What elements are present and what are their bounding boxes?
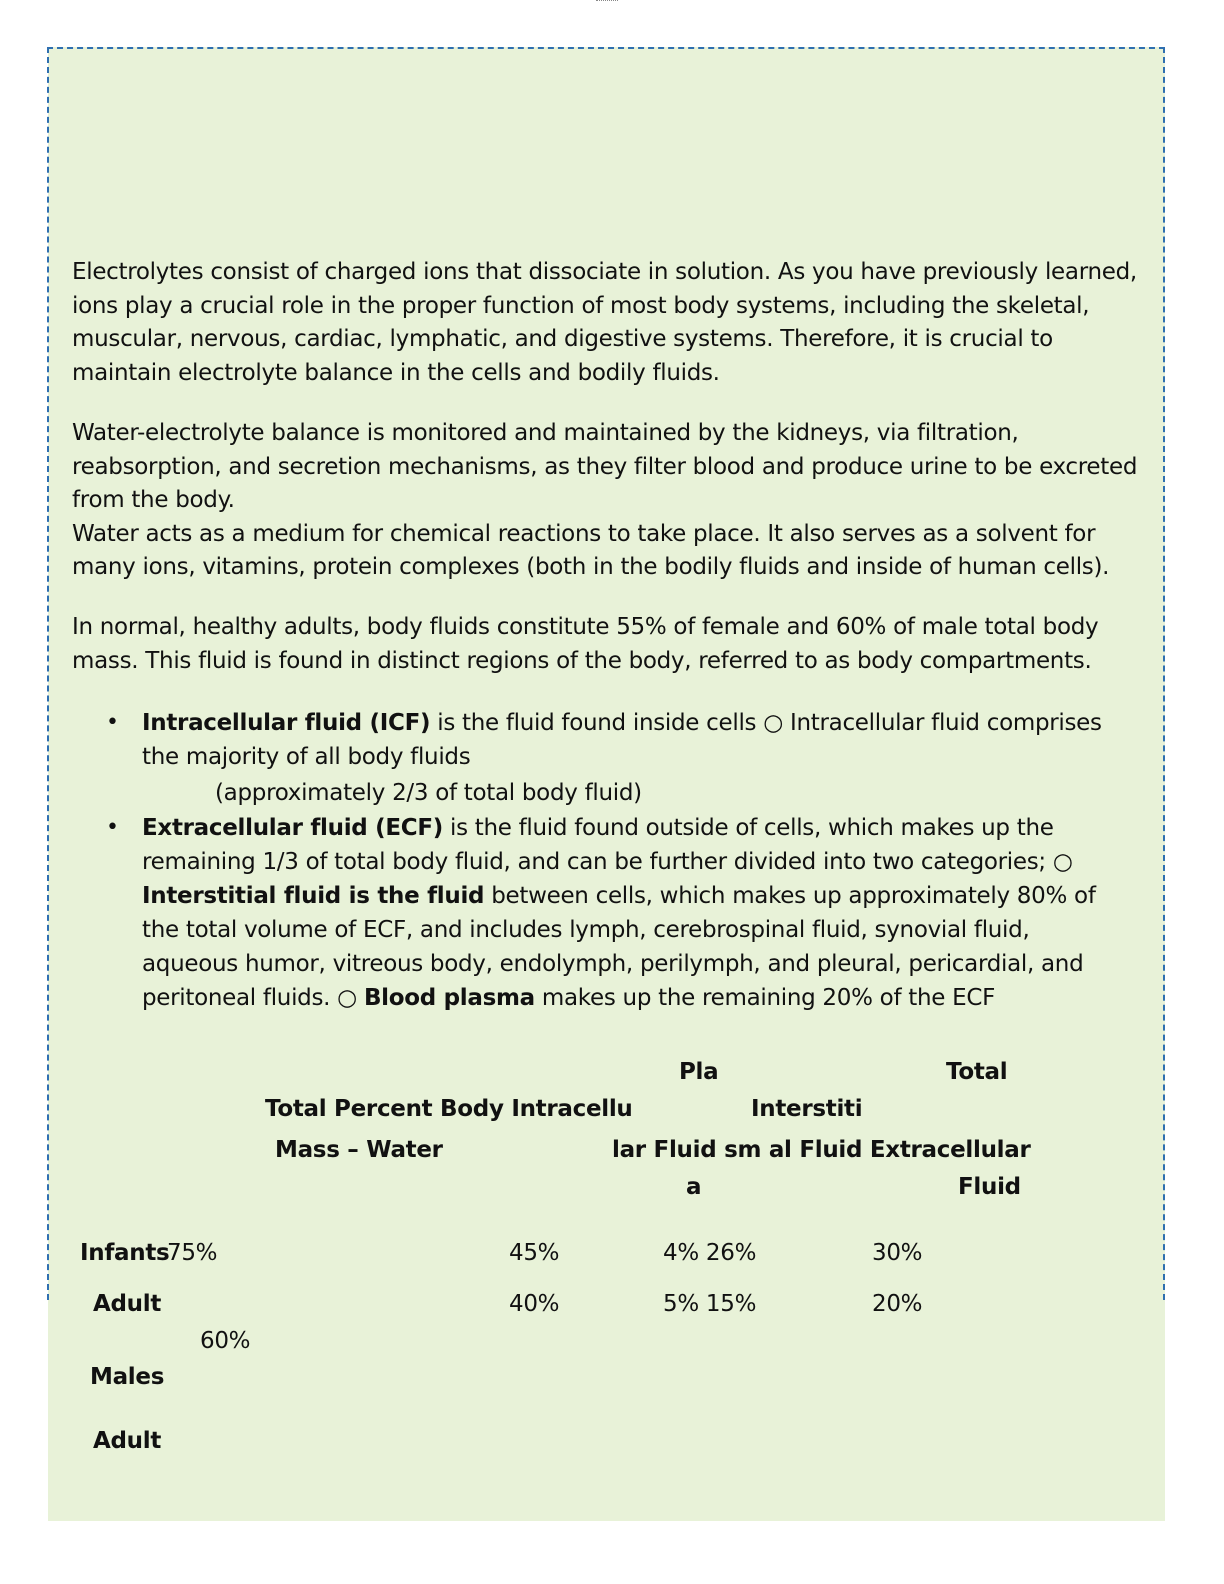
icf-indent-note: (approximately 2/3 of total body fluid) <box>215 780 642 806</box>
paragraph-water-medium-text: Water acts as a medium for chemical reactions to take place. It also serves as a solvent for many ions, vitamins, protein complexes (both in the bodily fluids and inside of human cells). <box>72 520 1110 580</box>
header-a: a <box>686 1174 702 1200</box>
icf-term: Intracellular fluid (ICF) <box>142 710 431 736</box>
header-fluid: Fluid <box>958 1174 1021 1200</box>
header-mass-water: Mass – Water <box>275 1137 443 1163</box>
header-total: Total <box>946 1059 1008 1085</box>
header-row3: lar Fluid sm al Fluid Extracellular <box>612 1137 1031 1163</box>
bullet-ecf <box>142 811 1132 1015</box>
interstitial-term: Interstitial fluid is the fluid <box>142 883 485 909</box>
row-infants-plasma-interstitial: 4% 26% <box>663 1240 757 1266</box>
row-adult2-label: Adult <box>93 1428 162 1454</box>
panel-border-top <box>47 47 1165 49</box>
interstitial-text: between cells, which makes up approximately 80% of the total volume of ECF, and includes lymph, cerebrospinal fluid, synovial fluid, aqueous humor, vitreous body, endolymph, perilymph, and pleural, pericardial, and peritoneal fluids. ○ <box>142 883 1096 1011</box>
paragraph-body-fluids <box>72 611 1152 678</box>
bullet-ecf-marker: • <box>106 815 119 840</box>
blood-plasma-text: makes up the remaining 20% of the ECF <box>534 985 996 1011</box>
paragraph-body-fluids-text: In normal, healthy adults, body fluids constitute 55% of female and 60% of male total body mass. This fluid is found in distinct regions of the body, referred to as body compartments. <box>72 614 1099 674</box>
row-infants-total: 75% <box>167 1240 218 1266</box>
header-pla: Pla <box>679 1059 719 1085</box>
paragraph-electrolytes-text: Electrolytes consist of charged ions that dissociate in solution. As you have previously learned, ions play a crucial role in the proper function of most body systems, including the skeletal, muscular, nervous, cardiac, lymphatic, and digestive systems. Therefore, it is crucial to maintain electrolyte balance in the cells and bodily fluids. <box>72 259 1137 386</box>
paragraph-water-balance-text: Water-electrolyte balance is monitored and maintained by the kidneys, via filtration, reabsorption, and secretion mechanisms, as they filter blood and produce urine to be excreted from the body. <box>72 420 1138 513</box>
blood-plasma-term: Blood plasma <box>363 985 535 1011</box>
panel-border-left <box>47 47 49 1300</box>
paragraph-electrolytes <box>72 256 1152 390</box>
row-adult-plasma-interstitial: 5% 15% <box>663 1291 757 1317</box>
panel-border-right <box>1163 47 1165 1300</box>
ecf-term: Extracellular fluid (ECF) <box>142 815 443 841</box>
paragraph-water-balance <box>72 417 1152 585</box>
icf-text: is the fluid found inside cells ○ Intracellular fluid comprises the majority of all body fluids <box>142 710 1102 770</box>
header-interstiti: Interstiti <box>751 1096 863 1122</box>
row-adult-ecf: 20% <box>872 1291 923 1317</box>
page-top-mark <box>596 0 618 3</box>
header-total-percent: Total Percent Body Intracellu <box>265 1096 633 1122</box>
row-infants-label: Infants <box>80 1240 170 1266</box>
ecf-text: is the fluid found outside of cells, which makes up the remaining 1/3 of total body fluid, and can be further divided into two categories; ○ <box>142 815 1073 875</box>
bullet-icf <box>142 706 1132 774</box>
row-males-label: Males <box>90 1364 165 1390</box>
bullet-icf-marker: • <box>106 710 119 735</box>
row-adult-label: Adult <box>93 1291 162 1317</box>
row-infants-icf: 45% <box>509 1240 560 1266</box>
row-adult-total: 60% <box>200 1328 251 1354</box>
row-adult-icf: 40% <box>509 1291 560 1317</box>
row-infants-ecf: 30% <box>872 1240 923 1266</box>
